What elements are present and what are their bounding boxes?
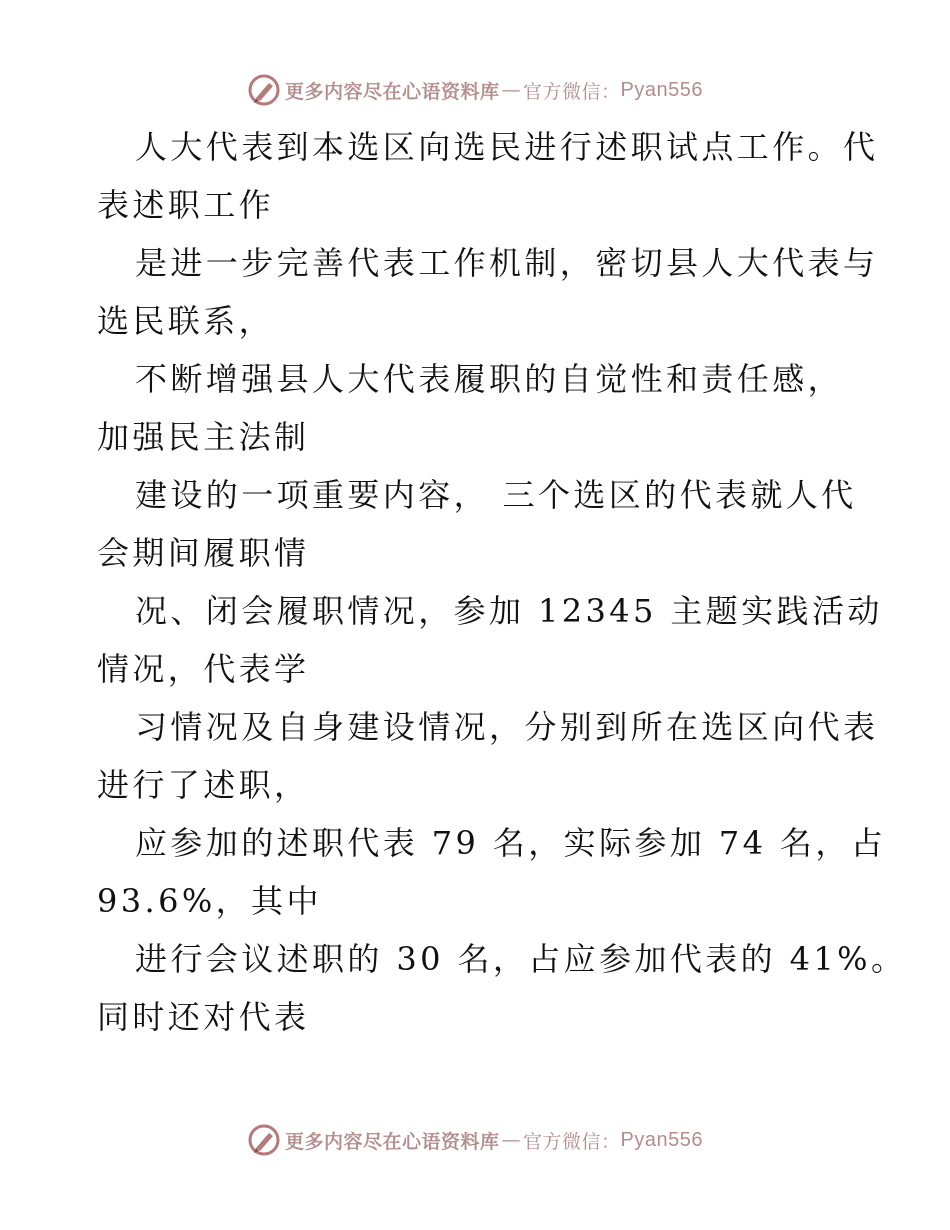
watermark-dash: — [501,79,522,101]
paragraph-line: 同时还对代表 [97,998,310,1036]
paragraph-line: 会期间履职情 [97,534,310,572]
watermark-site-name: 更多内容尽在心语资料库 [285,80,500,103]
paragraph-line: 况、闭会履职情况，参加 12345 主题实践活动 [135,592,883,630]
paragraph-line: 表述职工作 [97,186,275,224]
paragraph-line: 进行了述职， [97,766,310,804]
paragraph-line: 人大代表到本选区向选民进行述职试点工作。代 [135,128,879,166]
watermark-wechat-id: Pyan556 [620,78,703,101]
pen-circle-logo-icon [247,73,281,107]
paragraph-line: 进行会议述职的 30 名，占应参加代表的 41%。 [135,940,907,978]
paragraph-line: 是进一步完善代表工作机制，密切县人大代表与 [135,244,879,282]
paragraph-line: 选民联系， [97,302,275,340]
paragraph-line: 建设的一项重要内容， 三个选区的代表就人代 [135,476,857,514]
pen-circle-logo-icon [247,1123,281,1157]
watermark-wechat-id: Pyan556 [620,1128,703,1151]
watermark-dash: — [501,1129,522,1151]
footer-watermark [0,1120,950,1160]
paragraph-line: 习情况及自身建设情况，分别到所在选区向代表 [135,708,879,746]
paragraph-line: 应参加的述职代表 79 名，实际参加 74 名，占 [135,824,887,862]
header-watermark [0,70,950,110]
paragraph-line: 加强民主法制 [97,418,310,456]
watermark-wechat-label: 官方微信： [523,1130,621,1153]
paragraph-line: 不断增强县人大代表履职的自觉性和责任感， [135,360,844,398]
watermark-wechat-label: 官方微信： [523,80,621,103]
watermark-site-name: 更多内容尽在心语资料库 [285,1130,500,1153]
document-body [97,118,907,1046]
paragraph-line: 情况，代表学 [97,650,310,688]
paragraph-line: 93.6%，其中 [97,882,322,920]
